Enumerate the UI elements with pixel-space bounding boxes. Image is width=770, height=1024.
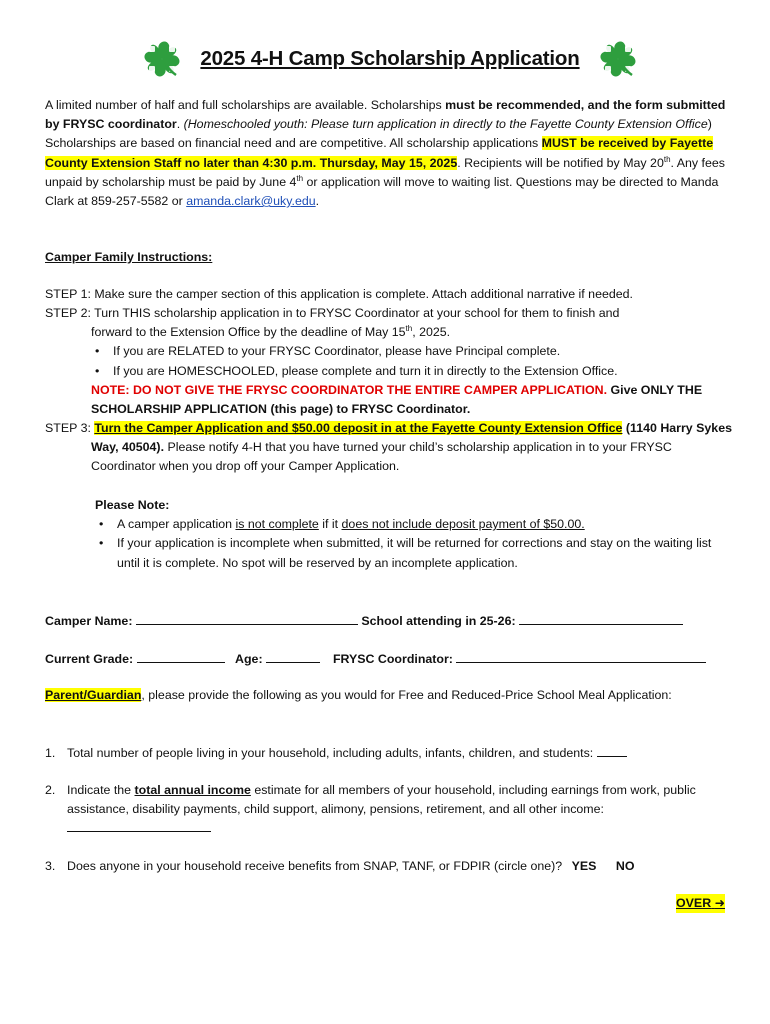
title-row [45, 36, 735, 82]
age-field[interactable] [266, 650, 320, 663]
list-item: • A camper application is not complete if it does not include deposit payment of $50.00. [95, 515, 735, 534]
step-1: STEP 1: Make sure the camper section of this application is complete. Attach additional narrative if needed. [45, 287, 633, 301]
no-option[interactable]: NO [615, 859, 635, 873]
list-item: • If your application is incomplete when submitted, it will be returned for corrections and stay on the waiting list until it is complete. No spot will be reserved by an incomplete application. [95, 534, 735, 572]
frysc-label: FRYSC Coordinator: [332, 652, 453, 666]
school-label: School attending in 25-26: [361, 614, 516, 628]
intro-paragraph: A limited number of half and full scholarships are available. Scholarships must be recommended, and the form submitted by FRYSC coordinator. (Homeschooled youth: Please turn application in directly to the Fayette County Extension Office) Scholarships are based on financial need and are competitive. All scholarship applications MUST be received by Fayette County Extension Staff no later than 4:30 p.m. Thursday, May 15, 2025. Recipients will be notified by May 20th. Any fees unpaid by scholarship must be paid by June 4th or application will move to waiting list. Questions may be directed to Manda Clark at 859-257-5582 or amanda.clark@uky.edu. [45, 98, 726, 209]
clover-icon [140, 37, 184, 81]
parent-guardian: Parent/Guardian, please provide the following as you would for Free and Reduced-Price School Meal Application: [45, 688, 672, 702]
page-title: 2025 4-H Camp Scholarship Application [200, 47, 580, 71]
frysc-field[interactable] [456, 650, 706, 663]
camper-name-label: Camper Name: [45, 614, 133, 628]
school-field[interactable] [519, 612, 683, 625]
list-item: • If you are HOMESCHOOLED, please complete and turn it in directly to the Extension Office. [91, 362, 735, 381]
please-note: Please Note: • A camper application is not complete if it does not include deposit payment of $50.00. • If your application is incomplete when submitted, it will be returned for corrections and stay on the waiting list until it is complete. No spot will be reserved by an incomplete application. [45, 496, 735, 573]
instructions-heading: Camper Family Instructions: [45, 250, 213, 264]
question-1: 1. Total number of people living in your household, including adults, infants, children, and students: [45, 744, 735, 763]
income-field[interactable] [67, 819, 211, 832]
clover-icon [596, 37, 640, 81]
question-3: 3. Does anyone in your household receive benefits from SNAP, TANF, or FDPIR (circle one)? YES NO [45, 859, 635, 873]
grade-label: Current Grade: [45, 652, 134, 666]
list-item: • If you are RELATED to your FRYSC Coordinator, please have Principal complete. [91, 342, 735, 361]
arrow-right-icon: ➜ [714, 896, 725, 910]
question-2: 2. Indicate the total annual income estimate for all members of your household, including earnings from work, public assistance, disability payments, child support, alimony, pensions, retirement, and all other income: [45, 781, 735, 839]
step-2: STEP 2: Turn THIS scholarship application in to FRYSC Coordinator at your school for them to finish and forward to the Extension Office by the deadline of May 15th, 2025. • If you are RELATED to your FRYSC Coordinator, please have Principal complete. • If you are HOMESCHOOLED, please complete and turn it in directly to the Extension Office. NOTE: DO NOT GIVE THE FRYSC COORDINATOR THE ENTIRE CAMPER APPLICATION. Give ONLY THE SCHOLARSHIP APPLICATION (this page) to FRYSC Coordinator. [45, 304, 735, 419]
household-count-field[interactable] [597, 744, 627, 757]
over-label: OVER ➜ [676, 894, 725, 913]
age-label: Age: [235, 652, 263, 666]
step-3: STEP 3: Turn the Camper Application and $50.00 deposit in at the Fayette County Extension Office (1140 Harry Sykes Way, 40504). Please notify 4-H that you have turned your child’s scholarship application in to your FRYSC Coordinator when you drop off your Camper Application. [45, 421, 732, 474]
form-row-1 [45, 612, 735, 631]
camper-name-field[interactable] [136, 612, 358, 625]
form-row-2 [45, 650, 735, 669]
yes-option[interactable]: YES [571, 859, 597, 873]
grade-field[interactable] [137, 650, 225, 663]
email-link[interactable]: amanda.clark@uky.edu [186, 194, 316, 209]
